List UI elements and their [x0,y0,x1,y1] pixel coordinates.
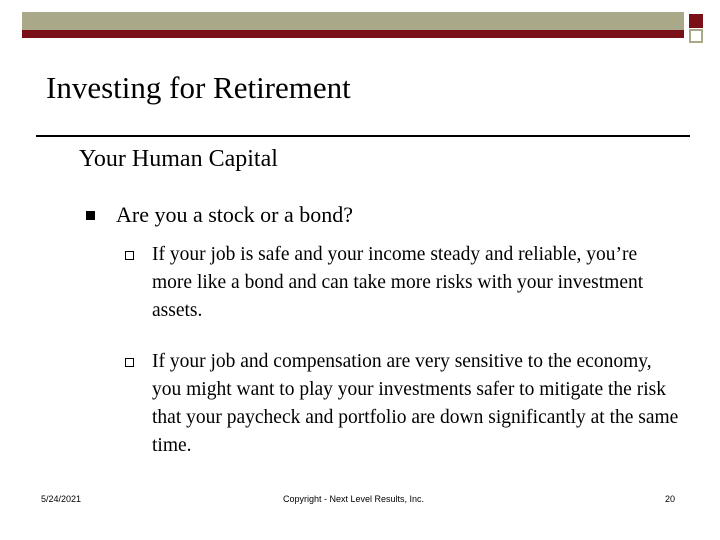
header-band-red [22,30,684,38]
corner-square-outline [689,29,703,43]
footer-date: 5/24/2021 [41,494,82,504]
header-band-olive [22,12,684,30]
slide-subtitle: Your Human Capital [79,146,278,172]
page-number: 20 [665,494,676,504]
corner-square-filled [689,14,703,28]
bullet-text: Are you a stock or a bond? [116,202,354,227]
hollow-square-bullet-icon [125,251,134,260]
title-divider [36,135,690,137]
sub-bullet-text: If your job and compensation are very sensitive to the economy, you might want to play your investments safer to mitigate the risk that your paycheck and portfolio are down significantly at the same time. [152,351,679,456]
hollow-square-bullet-icon [125,358,134,367]
footer-copyright: Copyright - Next Level Results, Inc. [283,494,425,504]
square-bullet-icon [86,211,95,220]
slide-title: Investing for Retirement [46,70,351,105]
sub-bullet-text: If your job is safe and your income steady and reliable, you’re more like a bond and can take more risks with your investment assets. [152,244,644,321]
